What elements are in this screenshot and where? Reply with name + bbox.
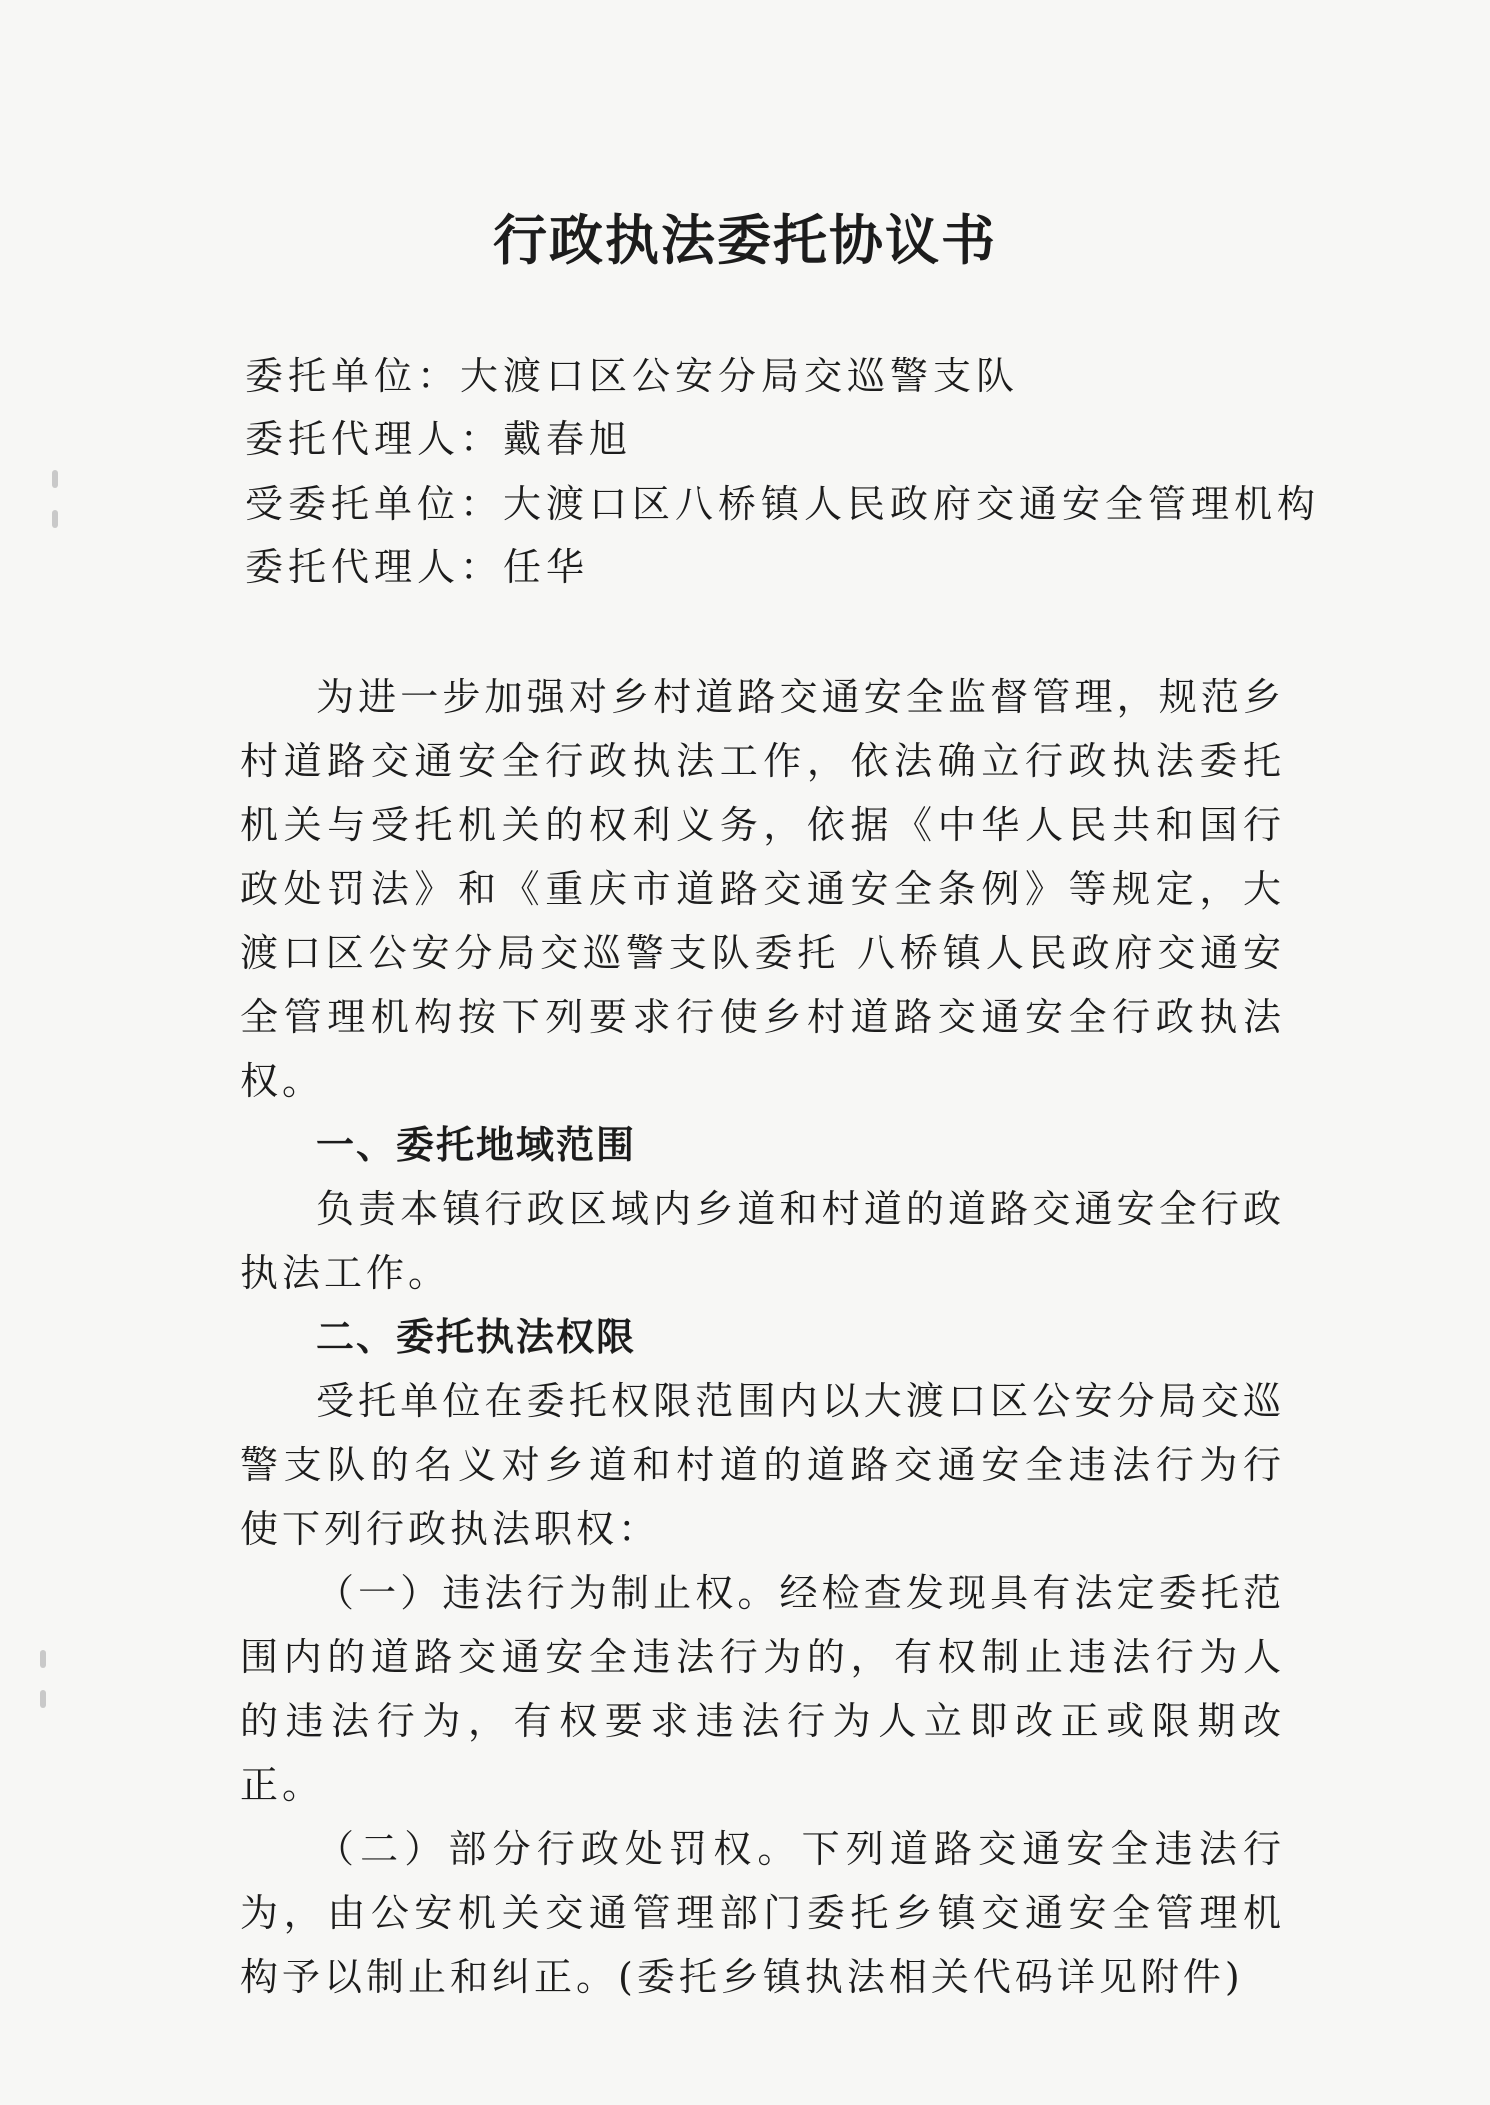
document-body bbox=[240, 665, 1285, 2009]
authority-item-2: （二）部分行政处罚权。下列道路交通安全违法行为，由公安机关交通管理部门委托乡镇交通安全管理机构予以制止和纠正。(委托乡镇执法相关代码详见附件) bbox=[240, 1827, 1285, 1999]
entrusted-agent-line: 委托代理人：任华 bbox=[245, 545, 590, 589]
section-heading-authority: 二、委托执法权限 bbox=[316, 1315, 637, 1359]
authority-paragraph: 受托单位在委托权限范围内以大渡口区公安分局交巡警支队的名义对乡道和村道的道路交通安全违法行为行使下列行政执法职权： bbox=[240, 1379, 1285, 1551]
document-title: 行政执法委托协议书 bbox=[493, 208, 997, 272]
scope-paragraph: 负责本镇行政区域内乡道和村道的道路交通安全行政执法工作。 bbox=[240, 1187, 1285, 1295]
authority-item-1: （一）违法行为制止权。经检查发现具有法定委托范围内的道路交通安全违法行为的，有权制止违法行为人的违法行为，有权要求违法行为人立即改正或限期改正。 bbox=[240, 1571, 1285, 1807]
section-heading-scope: 一、委托地域范围 bbox=[316, 1123, 637, 1167]
preamble-paragraph: 为进一步加强对乡村道路交通安全监督管理，规范乡村道路交通安全行政执法工作，依法确立行政执法委托机关与受托机关的权利义务，依据《中华人民共和国行政处罚法》和《重庆市道路交通安全条例》等规定，大渡口区公安分局交巡警支队委托 八桥镇人民政府交通安全管理机构按下列要求行使乡村道路交通安全行政执法权。 bbox=[240, 675, 1285, 1103]
principal-agent-line: 委托代理人：戴春旭 bbox=[245, 417, 633, 461]
binding-hole-mark bbox=[52, 510, 58, 528]
binding-hole-mark bbox=[52, 470, 58, 488]
binding-hole-mark bbox=[40, 1650, 46, 1668]
principal-unit-line: 委托单位：大渡口区公安分局交巡警支队 bbox=[245, 354, 1020, 398]
binding-hole-mark bbox=[40, 1690, 46, 1708]
entrusted-unit-line: 受委托单位：大渡口区八桥镇人民政府交通安全管理机构 bbox=[245, 482, 1321, 526]
